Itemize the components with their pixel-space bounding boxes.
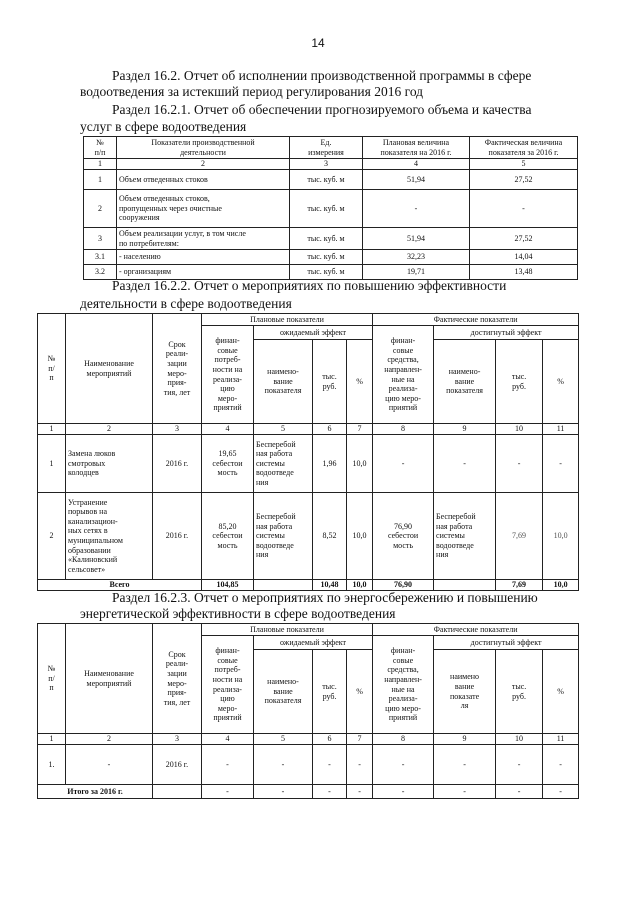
cell-rub: - <box>496 435 543 493</box>
col-header-pct: % <box>543 340 579 424</box>
col-header-indicator: Показатели производственной деятельности <box>117 137 290 159</box>
cell-plan: 51,94 <box>363 170 470 190</box>
total-fact-finance: 76,90 <box>373 580 434 591</box>
total-row <box>38 785 579 799</box>
cell-plan: 51,94 <box>363 228 470 250</box>
col-num: 4 <box>363 159 470 170</box>
col-header-rub: тыс. руб. <box>496 340 543 424</box>
cell-pct: 10,0 <box>543 493 579 580</box>
section-16-2-title-cont: водоотведения за истекший период регулирования 2016 год <box>80 84 424 99</box>
col-num: 1 <box>84 159 117 170</box>
total-plan-finance: - <box>202 785 254 799</box>
col-num: 4 <box>202 734 254 745</box>
col-num: 3 <box>153 734 202 745</box>
cell-effect-name: Бесперебой ная работа системы водоотведе ния <box>434 493 496 580</box>
energy-saving-table <box>37 623 579 799</box>
cell-no: 1 <box>84 170 117 190</box>
cell-effect-name: - <box>434 745 496 785</box>
column-number-row <box>38 734 579 745</box>
col-num: 3 <box>290 159 363 170</box>
cell-pct: - <box>543 745 579 785</box>
col-header-rub: тыс. руб. <box>496 650 543 734</box>
col-num: 8 <box>373 734 434 745</box>
col-header-plan: Плановые показатели <box>202 624 373 636</box>
col-header-expected-effect: ожидаемый эффект <box>254 326 373 340</box>
total-effect-name: - <box>254 785 313 799</box>
total-effect-name: - <box>434 785 496 799</box>
col-num: 11 <box>543 424 579 435</box>
cell-no: 3.1 <box>84 250 117 265</box>
cell-indicator: Объем реализации услуг, в том числе по потребителям: <box>117 228 290 250</box>
table-row <box>38 493 579 580</box>
col-num: 1 <box>38 424 66 435</box>
cell-fact: 27,52 <box>470 228 578 250</box>
col-num: 1 <box>38 734 66 745</box>
cell-rub: 7,69 <box>496 493 543 580</box>
col-num: 7 <box>347 734 373 745</box>
total-empty-cell <box>434 580 496 591</box>
total-empty-cell <box>254 580 313 591</box>
section-16-2-2-title: Раздел 16.2.2. Отчет о мероприятиях по повышению эффективности <box>112 278 507 293</box>
cell-unit: тыс. куб. м <box>290 265 363 280</box>
cell-rub: - <box>313 745 347 785</box>
cell-effect-name: Бесперебой ная работа системы водоотведе ния <box>254 493 313 580</box>
column-number-row <box>84 159 578 170</box>
cell-no: 3.2 <box>84 265 117 280</box>
col-header-achieved-effect: достигнутый эффект <box>434 636 579 650</box>
col-num: 6 <box>313 734 347 745</box>
cell-no: 2 <box>84 190 117 228</box>
table-row <box>38 745 579 785</box>
table-row <box>84 228 578 250</box>
cell-plan: - <box>363 190 470 228</box>
col-header-effect-name: наимено вание показате ля <box>434 650 496 734</box>
total-fact-finance: - <box>373 785 434 799</box>
cell-fact-finance: 76,90 себестои мость <box>373 493 434 580</box>
cell-term: 2016 г. <box>153 435 202 493</box>
cell-indicator: - организациям <box>117 265 290 280</box>
cell-pct: - <box>347 745 373 785</box>
col-num: 9 <box>434 424 496 435</box>
cell-unit: тыс. куб. м <box>290 250 363 265</box>
col-header-name: Наименование мероприятий <box>66 624 153 734</box>
cell-pct: - <box>543 435 579 493</box>
col-header-no: № п/ п <box>38 314 66 424</box>
cell-plan: 19,71 <box>363 265 470 280</box>
col-header-no: № п/ п <box>38 624 66 734</box>
total-rub: 10,48 <box>313 580 347 591</box>
col-header-fact: Фактические показатели <box>373 314 579 326</box>
cell-unit: тыс. куб. м <box>290 170 363 190</box>
col-num: 2 <box>66 424 153 435</box>
total-label: Итого за 2016 г. <box>38 785 153 799</box>
cell-measure-name: Устранение порывов на канализацион- ных сетях в муниципальном образовании «Калиновский сельсовет» <box>66 493 153 580</box>
section-16-2-1-title: Раздел 16.2.1. Отчет об обеспечении прогнозируемого объема и качества <box>112 102 532 117</box>
cell-measure-name: Замена люков смотровых колодцев <box>66 435 153 493</box>
total-pct: - <box>543 785 579 799</box>
cell-indicator: Объем отведенных стоков, пропущенных через очистные сооружения <box>117 190 290 228</box>
col-header-pct: % <box>347 340 373 424</box>
col-header-plan-finance: финан- совые потреб- ности на реализа- цию меро- приятий <box>202 326 254 424</box>
total-plan-finance: 104,85 <box>202 580 254 591</box>
cell-pct: 10,0 <box>347 435 373 493</box>
cell-fact: 14,04 <box>470 250 578 265</box>
col-header-pct: % <box>347 650 373 734</box>
col-header-no: № п/п <box>84 137 117 159</box>
col-num: 7 <box>347 424 373 435</box>
table-row <box>38 435 579 493</box>
col-header-pct: % <box>543 650 579 734</box>
cell-no: 2 <box>38 493 66 580</box>
table-row <box>84 190 578 228</box>
table-row <box>84 170 578 190</box>
col-header-plan: Плановая величина показателя на 2016 г. <box>363 137 470 159</box>
cell-unit: тыс. куб. м <box>290 228 363 250</box>
cell-term: 2016 г. <box>153 493 202 580</box>
cell-rub: - <box>496 745 543 785</box>
cell-indicator: - населению <box>117 250 290 265</box>
cell-fact: 13,48 <box>470 265 578 280</box>
total-rub: - <box>496 785 543 799</box>
cell-plan-finance: - <box>202 745 254 785</box>
col-header-unit: Ед. измерения <box>290 137 363 159</box>
col-header-term: Срок реали- зации меро- прия- тия, лет <box>153 624 202 734</box>
col-num: 10 <box>496 424 543 435</box>
col-header-effect-name: наимено- вание показателя <box>434 340 496 424</box>
cell-effect-name: Бесперебой ная работа системы водоотведе ния <box>254 435 313 493</box>
cell-plan: 32,23 <box>363 250 470 265</box>
section-16-2-title: Раздел 16.2. Отчет об исполнении производственной программы в сфере <box>112 68 532 83</box>
column-number-row <box>38 424 579 435</box>
cell-plan-finance: 19,65 себестои мость <box>202 435 254 493</box>
total-pct: 10,0 <box>347 580 373 591</box>
table-header-row <box>38 624 579 636</box>
cell-no: 1 <box>38 435 66 493</box>
cell-effect-name: - <box>254 745 313 785</box>
total-row <box>38 580 579 591</box>
section-16-2-3-title-cont: энергетической эффективности в сфере водоотведения <box>80 606 396 621</box>
cell-no: 1. <box>38 745 66 785</box>
col-num: 4 <box>202 424 254 435</box>
col-header-effect-name: наимено- вание показателя <box>254 340 313 424</box>
col-num: 5 <box>254 424 313 435</box>
col-header-rub: тыс. руб. <box>313 650 347 734</box>
col-num: 8 <box>373 424 434 435</box>
cell-fact: - <box>470 190 578 228</box>
total-label: Всего <box>38 580 202 591</box>
col-header-name: Наименование мероприятий <box>66 314 153 424</box>
total-pct: - <box>347 785 373 799</box>
col-num: 2 <box>66 734 153 745</box>
col-num: 3 <box>153 424 202 435</box>
cell-rub: 8,52 <box>313 493 347 580</box>
total-pct: 10,0 <box>543 580 579 591</box>
col-num: 9 <box>434 734 496 745</box>
col-header-expected-effect: ожидаемый эффект <box>254 636 373 650</box>
cell-effect-name: - <box>434 435 496 493</box>
section-16-2-3-title: Раздел 16.2.3. Отчет о мероприятиях по энергосбережению и повышению <box>112 590 538 605</box>
col-header-fact: Фактические показатели <box>373 624 579 636</box>
cell-fact-finance: - <box>373 745 434 785</box>
efficiency-measures-table <box>37 313 579 591</box>
cell-no: 3 <box>84 228 117 250</box>
table-header-row <box>84 137 578 159</box>
col-header-effect-name: наимено- вание показателя <box>254 650 313 734</box>
total-rub: - <box>313 785 347 799</box>
cell-measure-name: - <box>66 745 153 785</box>
table-header-row <box>38 314 579 326</box>
col-num: 11 <box>543 734 579 745</box>
total-rub: 7,69 <box>496 580 543 591</box>
page-number: 14 <box>311 36 325 50</box>
cell-fact: 27,52 <box>470 170 578 190</box>
cell-fact-finance: - <box>373 435 434 493</box>
cell-pct: 10,0 <box>347 493 373 580</box>
col-header-fact-finance: финан- совые средства, направлен- ные на реализа- цию меро- приятий <box>373 636 434 734</box>
col-num: 5 <box>470 159 578 170</box>
col-num: 5 <box>254 734 313 745</box>
total-empty-cell <box>153 785 202 799</box>
col-header-plan: Плановые показатели <box>202 314 373 326</box>
col-header-rub: тыс. руб. <box>313 340 347 424</box>
col-header-plan-finance: финан- совые потреб- ности на реализа- цию меро- приятий <box>202 636 254 734</box>
section-16-2-1-title-cont: услуг в сфере водоотведения <box>80 119 247 134</box>
cell-indicator: Объем отведенных стоков <box>117 170 290 190</box>
col-header-fact-finance: финан- совые средства, направлен- ные на реализа- цию меро- приятий <box>373 326 434 424</box>
col-num: 2 <box>117 159 290 170</box>
cell-rub: 1,96 <box>313 435 347 493</box>
volume-quality-table <box>83 136 578 280</box>
table-row <box>84 250 578 265</box>
col-header-achieved-effect: достигнутый эффект <box>434 326 579 340</box>
col-header-fact: Фактическая величина показателя за 2016 г. <box>470 137 578 159</box>
cell-unit: тыс. куб. м <box>290 190 363 228</box>
col-num: 10 <box>496 734 543 745</box>
col-num: 6 <box>313 424 347 435</box>
col-header-term: Срок реали- зации меро- прия- тия, лет <box>153 314 202 424</box>
cell-term: 2016 г. <box>153 745 202 785</box>
section-16-2-2-title-cont: деятельности в сфере водоотведения <box>80 296 292 311</box>
cell-plan-finance: 85,20 себестои мость <box>202 493 254 580</box>
